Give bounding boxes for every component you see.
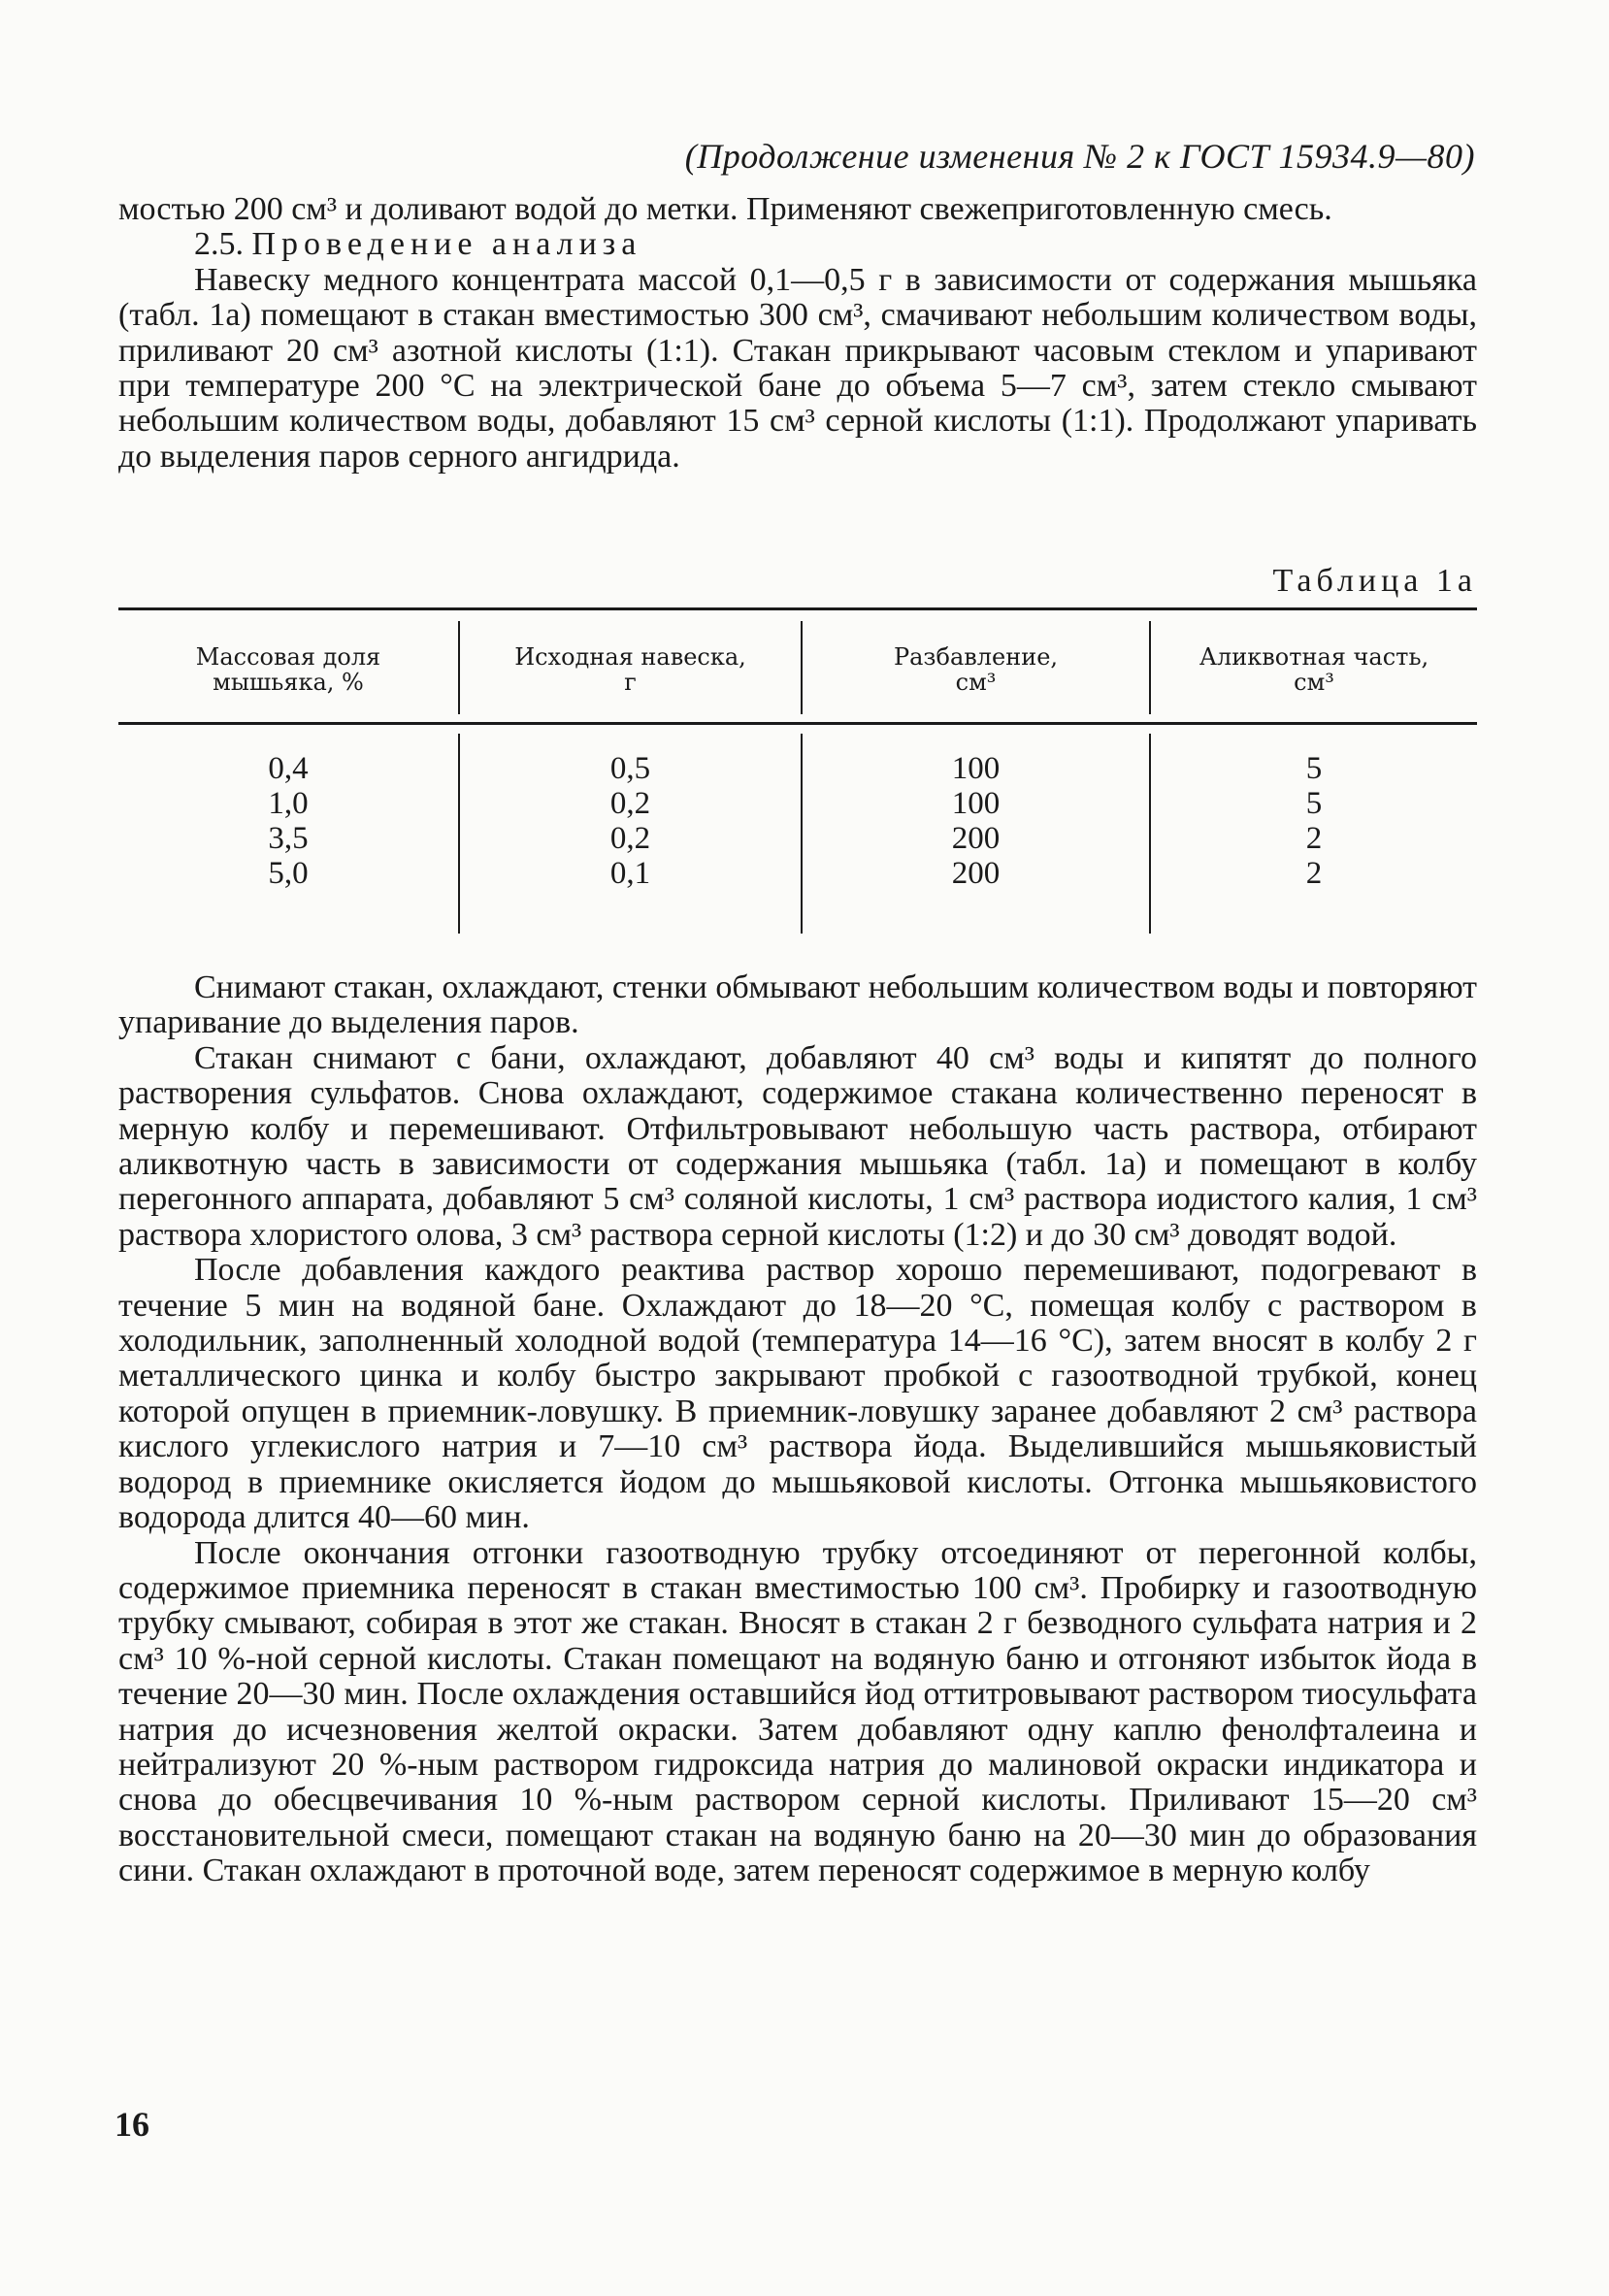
table-cell: 0,1 (609, 856, 651, 891)
table-header-cell: Разбавление, см³ (893, 643, 1059, 696)
paragraph: Стакан снимают с бани, охлаждают, добавляют 40 см³ воды и кипятят до полного растворения сульфатов. Снова охлаждают, содержимое стакана количественно переносят в мерную колбу и перемешивают. Отфильтровывают небольшую часть раствора, отбирают аликвотную часть в зависимости от содержания мышьяка (табл. 1а) и помещают в колбу перегонного аппарата, добавляют 5 см³ соляной кислоты, 1 см³ раствора иодистого калия, 1 см³ раствора хлористого олова, 3 см³ раствора серной кислоты (1:2) и до 30 см³ доводят водой. (118, 1039, 1477, 1253)
table-header-cell: Массовая доля мышьяка, % (195, 643, 381, 696)
table-title: Таблица 1а (1272, 563, 1477, 599)
table-1a (118, 607, 1477, 937)
table-cell: 200 (951, 821, 1001, 856)
table-cell: 0,2 (609, 821, 651, 856)
table-cell: 3,5 (268, 821, 309, 856)
table-column-dilution (803, 751, 1149, 891)
table-header-cell: Исходная навеска, г (514, 643, 746, 696)
table-header-cell: Аликвотная часть, см³ (1199, 643, 1429, 696)
paragraph-continuation: мостью 200 см³ и доливают водой до метки. Применяют свежеприготовленную смесь. (118, 191, 1332, 227)
table-cell: 100 (951, 751, 1001, 786)
paragraph-analysis: Навеску медного концентрата массой 0,1—0,5 г в зависимости от содержания мышьяка (табл. 1а) помещают в стакан вместимостью 300 см³, смачивают небольшим количеством воды, приливают 20 см³ азотной кислоты (1:1). Стакан прикрывают часовым стеклом и упаривают при температуре 200 °С на электрической бане до объема 5—7 см³, затем стекло смывают небольшим количеством воды, добавляют 15 см³ серной кислоты (1:1). Продолжают упаривать до выделения паров серного ангидрида. (118, 261, 1477, 475)
section-number: 2.5. (194, 226, 244, 263)
table-column-arsenic (118, 751, 458, 891)
table-cell: 2 (1305, 856, 1323, 891)
paragraph: Снимают стакан, охлаждают, стенки обмывают небольшим количеством воды и повторяют упаривание до выделения паров. (118, 969, 1477, 1041)
page-number: 16 (115, 2105, 149, 2144)
table-column-sample (460, 751, 801, 891)
table-cell: 1,0 (268, 786, 309, 821)
intro-block (118, 192, 1477, 475)
section-heading (118, 227, 1477, 262)
table-cell: 5 (1305, 786, 1323, 821)
table-cell: 0,5 (609, 751, 651, 786)
section-title: Проведение анализа (251, 226, 642, 263)
table-cell: 200 (951, 856, 1001, 891)
table-cell: 5,0 (268, 856, 309, 891)
table-cell: 0,4 (268, 751, 309, 786)
table-top-rule (118, 607, 1477, 610)
table-cell: 5 (1305, 751, 1323, 786)
table-column-aliquot (1151, 751, 1477, 891)
body-block (118, 970, 1477, 1889)
table-cell: 0,2 (609, 786, 651, 821)
table-cell: 100 (951, 786, 1001, 821)
paragraph: После окончания отгонки газоотводную трубку отсоединяют от перегонной колбы, содержимое приемника переносят в стакан вместимостью 100 см³. Пробирку и газоотводную трубку смывают, собирая в этот же стакан. Вносят в стакан 2 г безводного сульфата натрия и 2 см³ 10 %-ной серной кислоты. Стакан помещают на водяную баню и отгоняют избыток йода в течение 20—30 мин. После охлаждения оставшийся йод оттитровывают раствором тиосульфата натрия до исчезновения желтой окраски. Затем добавляют одну каплю фенолфталеина и нейтрализуют 20 %-ным раствором гидроксида натрия до малиновой окраски индикатора и снова до обесцвечивания 10 %-ным раствором серной кислоты. Приливают 15—20 см³ восстановительной смеси, помещают стакан на водяную баню на 20—30 мин до образования сини. Стакан охлаждают в проточной воде, затем переносят содержимое в мерную колбу (118, 1534, 1477, 1889)
paragraph: После добавления каждого реактива раствор хорошо перемешивают, подогревают в течение 5 мин на водяной бане. Охлаждают до 18—20 °С, помещая колбу с раствором в холодильник, заполненный холодной водой (температура 14—16 °С), затем вносят в колбу 2 г металлического цинка и колбу быстро закрывают пробкой с газоотводной трубкой, конец которой опущен в приемник-ловушку. В приемник-ловушку заранее добавляют 2 см³ раствора кислого углекислого натрия и 7—10 см³ раствора йода. Выделившийся мышьяковистый водород в приемнике окисляется йодом до мышьяковой кислоты. Отгонка мышьяковистого водорода длится 40—60 мин. (118, 1252, 1477, 1536)
page-header: (Продолжение изменения № 2 к ГОСТ 15934.9—80) (684, 137, 1475, 176)
table-cell: 2 (1305, 821, 1323, 856)
table-header-rule (118, 722, 1477, 725)
